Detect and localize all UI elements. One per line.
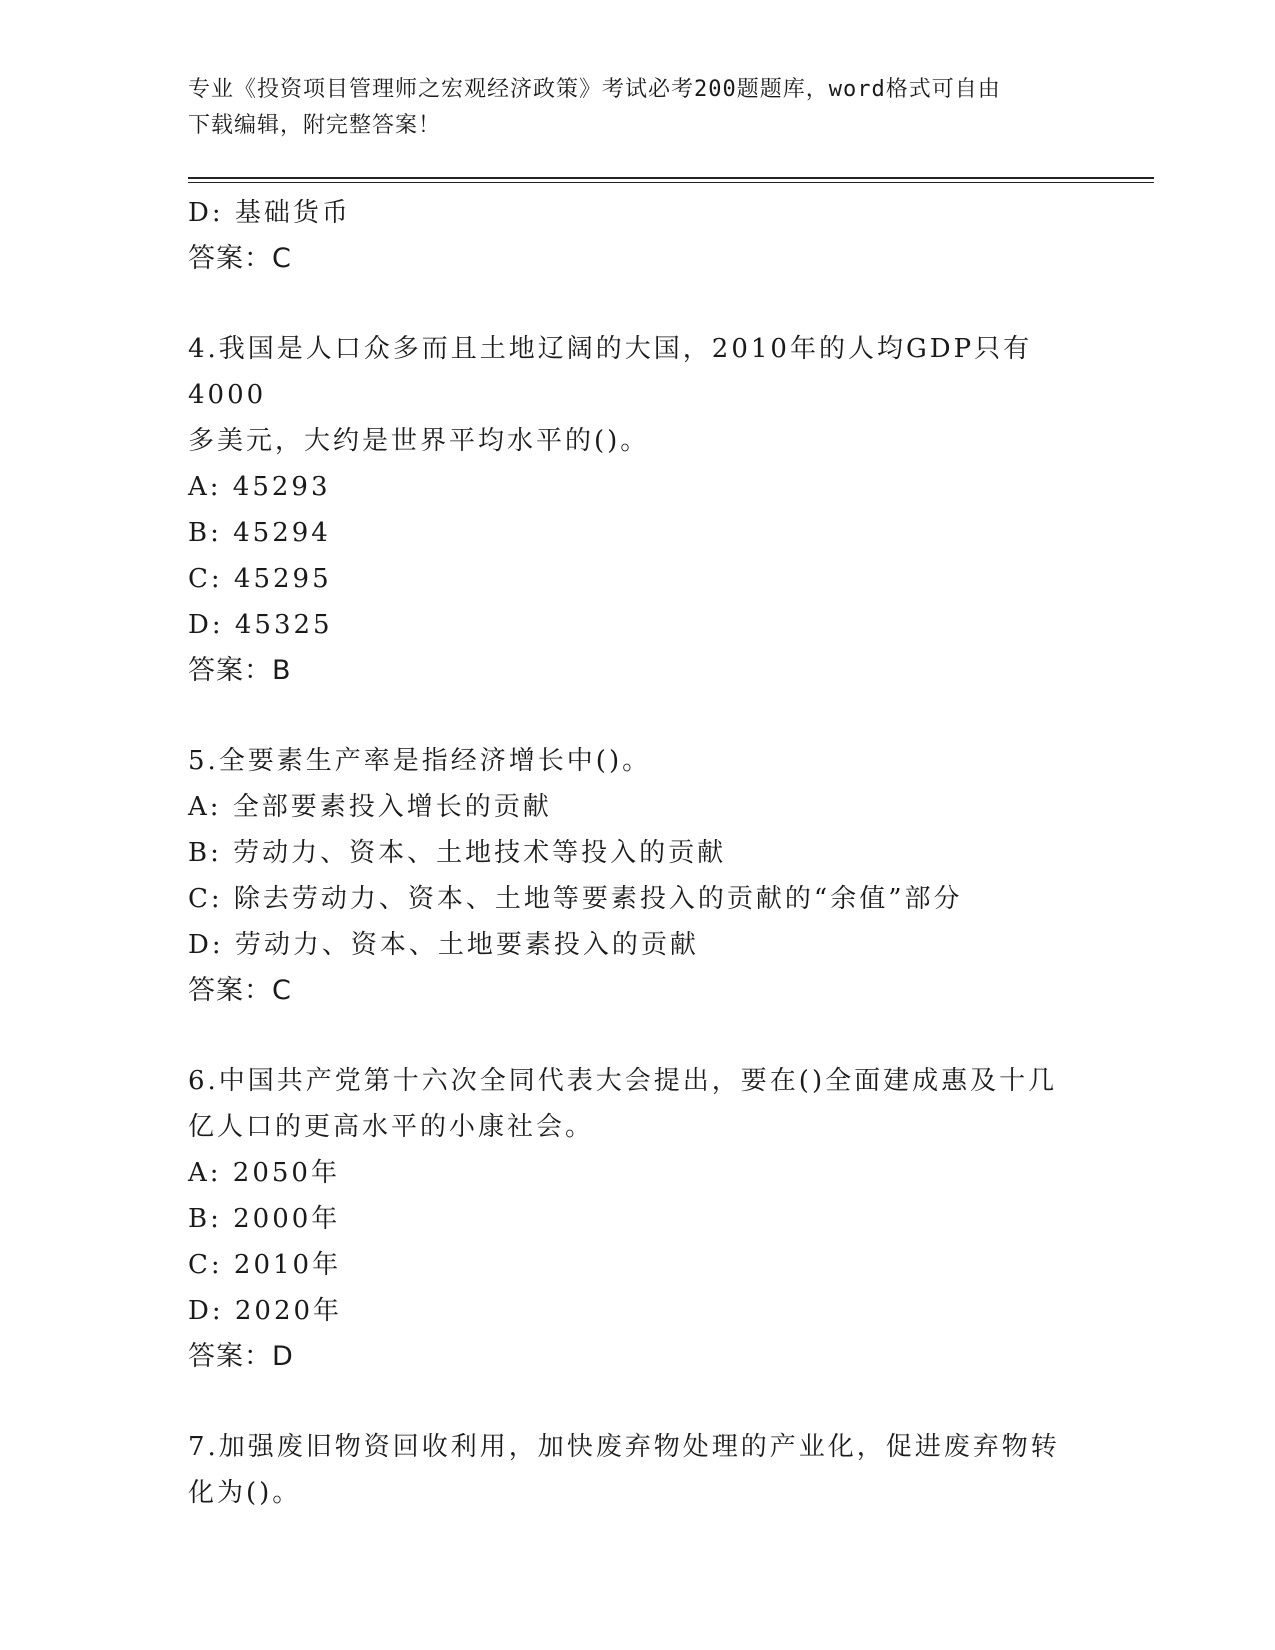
header-line-1: 专业《投资项目管理师之宏观经济政策》考试必考200题题库，word格式可自由	[188, 77, 1001, 102]
option-c: C: 2010年	[188, 1250, 342, 1280]
question-4	[188, 326, 1088, 694]
option-b: B: 45294	[188, 518, 331, 548]
spacer	[188, 694, 1088, 738]
question-stem-line: 化为()。	[188, 1478, 302, 1508]
header-divider-thin	[188, 182, 1154, 183]
answer-line: 答案：D	[188, 1341, 294, 1372]
option-b: B: 2000年	[188, 1204, 341, 1234]
question-stem-line: 7.加强废旧物资回收利用，加快废弃物处理的产业化，促进废弃物转	[188, 1432, 1060, 1462]
question-5	[188, 738, 1088, 1014]
option-a: A: 2050年	[188, 1158, 340, 1188]
option-a: A: 45293	[188, 472, 331, 502]
spacer	[188, 282, 1088, 326]
document-body	[188, 190, 1088, 1516]
document-header	[188, 72, 1088, 144]
spacer	[188, 1380, 1088, 1424]
question-stem-line: 亿人口的更高水平的小康社会。	[188, 1112, 595, 1142]
answer-line: 答案：B	[188, 655, 292, 686]
header-line-2: 下载编辑，附完整答案！	[188, 113, 442, 138]
question-7	[188, 1424, 1088, 1516]
option-b: B: 劳动力、资本、土地技术等投入的贡献	[188, 838, 727, 868]
option-d: D: 基础货币	[188, 198, 351, 228]
option-d: D: 劳动力、资本、土地要素投入的贡献	[188, 930, 699, 960]
option-c: C: 45295	[188, 564, 332, 594]
question-stem-line: 4.我国是人口众多而且土地辽阔的大国，2010年的人均GDP只有4000	[188, 334, 1033, 410]
option-d: D: 45325	[188, 610, 333, 640]
question-6	[188, 1058, 1088, 1380]
header-divider-thick	[188, 177, 1154, 179]
option-c: C: 除去劳动力、资本、土地等要素投入的贡献的“余值”部分	[188, 884, 963, 914]
question-stem-line: 6.中国共产党第十六次全同代表大会提出，要在()全面建成惠及十几	[188, 1066, 1058, 1096]
option-a: A: 全部要素投入增长的贡献	[188, 792, 552, 822]
question-stem-line: 多美元，大约是世界平均水平的()。	[188, 426, 650, 456]
spacer	[188, 1014, 1088, 1058]
question-stem-line: 5.全要素生产率是指经济增长中()。	[188, 746, 652, 776]
option-d: D: 2020年	[188, 1296, 343, 1326]
answer-line: 答案：C	[188, 243, 292, 274]
answer-line: 答案：C	[188, 975, 292, 1006]
